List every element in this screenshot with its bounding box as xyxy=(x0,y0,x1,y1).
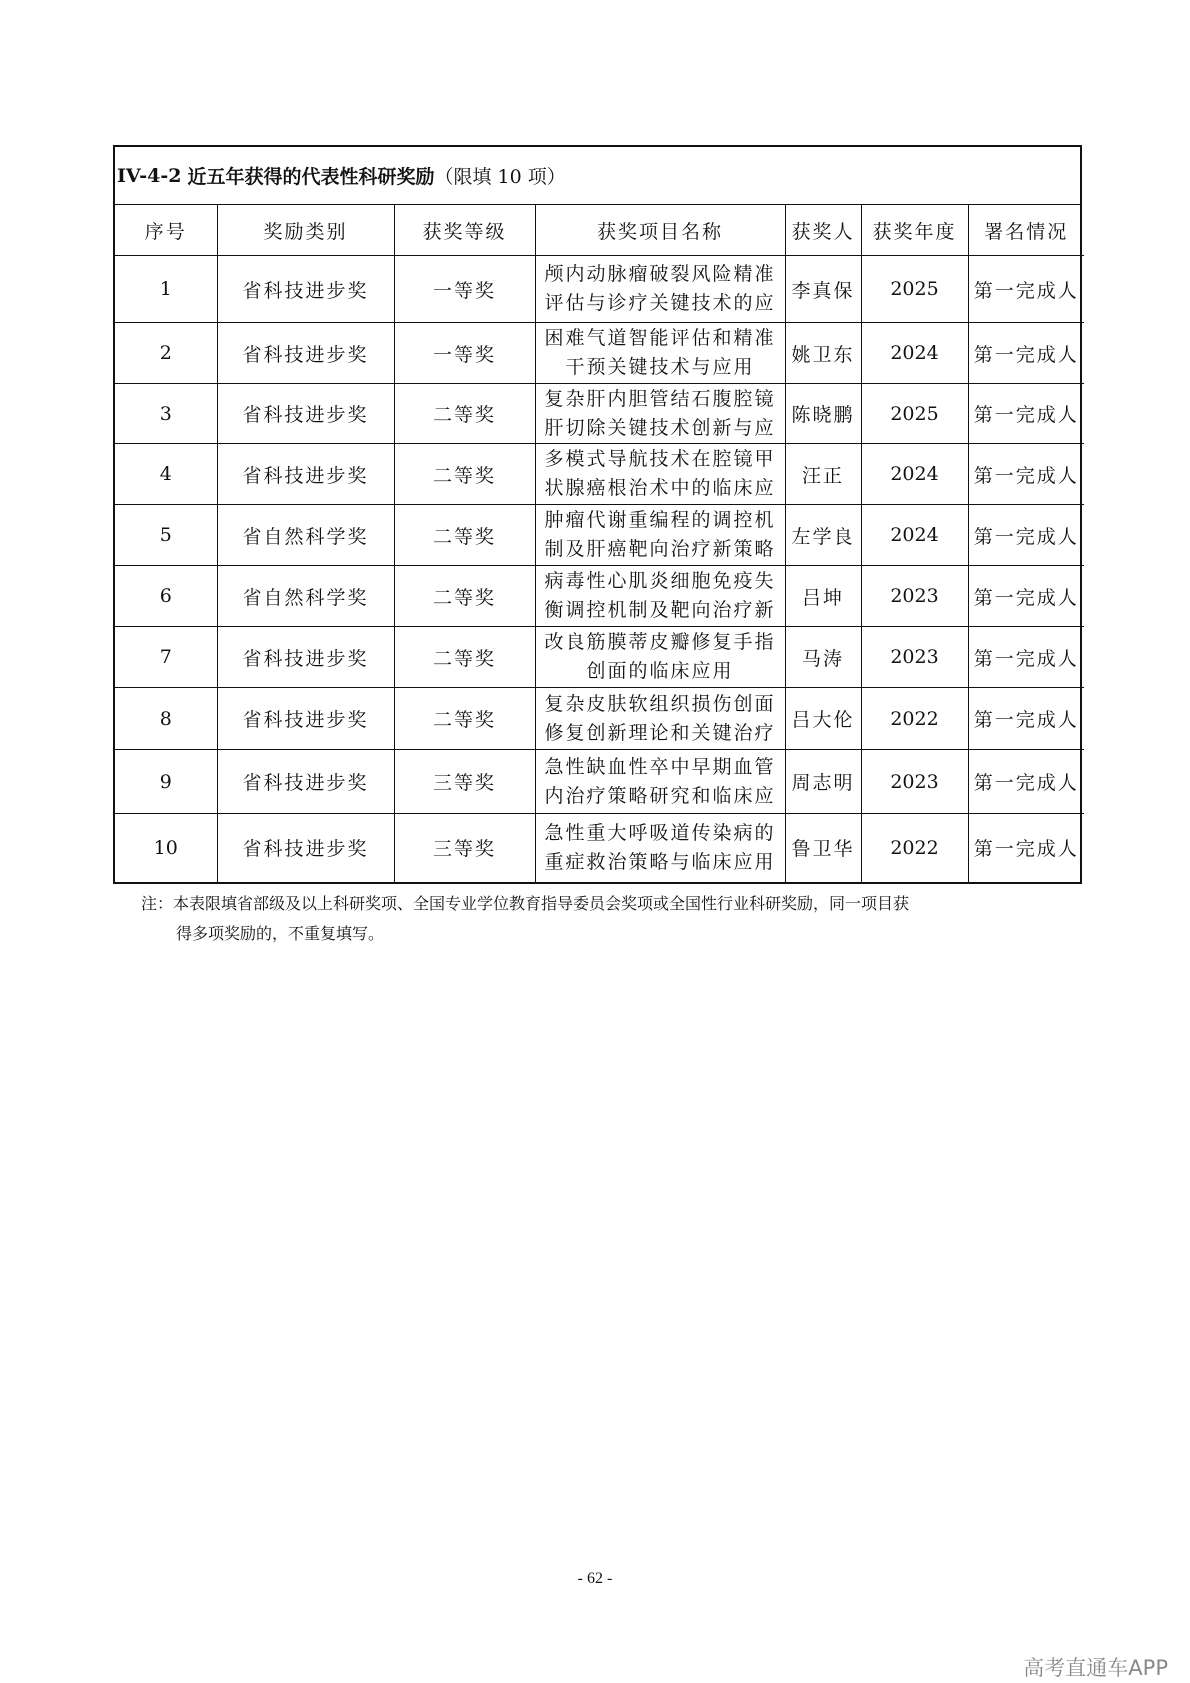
table-row xyxy=(115,505,1084,566)
cell-winner: 鲁卫华 xyxy=(785,814,861,882)
cell-level: 二等奖 xyxy=(394,688,535,750)
cell-no: 10 xyxy=(115,814,217,882)
header-winner: 获奖人 xyxy=(785,205,861,256)
cell-category: 省科技进步奖 xyxy=(217,627,394,688)
cell-project: 颅内动脉瘤破裂风险精准评估与诊疗关键技术的应 xyxy=(535,256,785,323)
cell-winner: 李真保 xyxy=(785,256,861,323)
header-no: 序号 xyxy=(115,205,217,256)
table-title xyxy=(115,147,1080,205)
cell-category: 省科技进步奖 xyxy=(217,750,394,814)
cell-level: 二等奖 xyxy=(394,384,535,444)
cell-year: 2024 xyxy=(861,444,968,505)
cell-category: 省科技进步奖 xyxy=(217,256,394,323)
cell-no: 8 xyxy=(115,688,217,750)
cell-project: 急性缺血性卒中早期血管内治疗策略研究和临床应 xyxy=(535,750,785,814)
cell-level: 二等奖 xyxy=(394,566,535,627)
cell-project: 病毒性心肌炎细胞免疫失衡调控机制及靶向治疗新 xyxy=(535,566,785,627)
table-title-main: 近五年获得的代表性科研奖励 xyxy=(187,166,435,188)
cell-signature: 第一完成人 xyxy=(968,688,1084,750)
cell-signature: 第一完成人 xyxy=(968,384,1084,444)
header-year: 获奖年度 xyxy=(861,205,968,256)
cell-signature: 第一完成人 xyxy=(968,814,1084,882)
cell-no: 4 xyxy=(115,444,217,505)
cell-signature: 第一完成人 xyxy=(968,444,1084,505)
table-row xyxy=(115,444,1084,505)
cell-level: 二等奖 xyxy=(394,505,535,566)
awards-table xyxy=(115,205,1084,882)
page-number: - 62 - xyxy=(577,1570,613,1587)
cell-signature: 第一完成人 xyxy=(968,750,1084,814)
cell-year: 2023 xyxy=(861,566,968,627)
cell-category: 省科技进步奖 xyxy=(217,814,394,882)
cell-no: 9 xyxy=(115,750,217,814)
cell-category: 省自然科学奖 xyxy=(217,566,394,627)
cell-project: 急性重大呼吸道传染病的重症救治策略与临床应用 xyxy=(535,814,785,882)
table-row xyxy=(115,627,1084,688)
cell-winner: 周志明 xyxy=(785,750,861,814)
table-row xyxy=(115,566,1084,627)
cell-level: 一等奖 xyxy=(394,256,535,323)
cell-project: 困难气道智能评估和精准干预关键技术与应用 xyxy=(535,323,785,384)
cell-project: 改良筋膜蒂皮瓣修复手指创面的临床应用 xyxy=(535,627,785,688)
awards-table-frame xyxy=(113,145,1082,884)
cell-no: 7 xyxy=(115,627,217,688)
footnote-line-1: 注：本表限填省部级及以上科研奖项、全国专业学位教育指导委员会奖项或全国性行业科研奖励，同一项目获 xyxy=(141,894,910,913)
table-title-code: IV-4-2 xyxy=(117,164,182,187)
cell-year: 2022 xyxy=(861,688,968,750)
table-row xyxy=(115,256,1084,323)
cell-winner: 姚卫东 xyxy=(785,323,861,384)
cell-winner: 汪正 xyxy=(785,444,861,505)
header-project: 获奖项目名称 xyxy=(535,205,785,256)
cell-level: 三等奖 xyxy=(394,814,535,882)
cell-winner: 吕坤 xyxy=(785,566,861,627)
cell-project: 多模式导航技术在腔镜甲状腺癌根治术中的临床应 xyxy=(535,444,785,505)
cell-signature: 第一完成人 xyxy=(968,505,1084,566)
header-signature: 署名情况 xyxy=(968,205,1084,256)
cell-level: 二等奖 xyxy=(394,444,535,505)
table-row xyxy=(115,323,1084,384)
cell-signature: 第一完成人 xyxy=(968,323,1084,384)
cell-signature: 第一完成人 xyxy=(968,256,1084,323)
cell-no: 2 xyxy=(115,323,217,384)
cell-winner: 左学良 xyxy=(785,505,861,566)
header-category: 奖励类别 xyxy=(217,205,394,256)
cell-winner: 陈晓鹏 xyxy=(785,384,861,444)
cell-project: 复杂皮肤软组织损伤创面修复创新理论和关键治疗 xyxy=(535,688,785,750)
table-row xyxy=(115,814,1084,882)
cell-year: 2023 xyxy=(861,627,968,688)
cell-project: 肿瘤代谢重编程的调控机制及肝癌靶向治疗新策略 xyxy=(535,505,785,566)
cell-year: 2025 xyxy=(861,256,968,323)
cell-signature: 第一完成人 xyxy=(968,566,1084,627)
cell-no: 5 xyxy=(115,505,217,566)
footnote-line-2: 得多项奖励的，不重复填写。 xyxy=(176,924,385,943)
cell-project: 复杂肝内胆管结石腹腔镜肝切除关键技术创新与应 xyxy=(535,384,785,444)
table-footnote xyxy=(141,889,1041,949)
header-level: 获奖等级 xyxy=(394,205,535,256)
cell-no: 6 xyxy=(115,566,217,627)
cell-winner: 吕大伦 xyxy=(785,688,861,750)
cell-year: 2025 xyxy=(861,384,968,444)
cell-signature: 第一完成人 xyxy=(968,627,1084,688)
cell-year: 2024 xyxy=(861,505,968,566)
table-row xyxy=(115,688,1084,750)
cell-level: 三等奖 xyxy=(394,750,535,814)
cell-no: 1 xyxy=(115,256,217,323)
cell-category: 省科技进步奖 xyxy=(217,323,394,384)
cell-no: 3 xyxy=(115,384,217,444)
cell-level: 二等奖 xyxy=(394,627,535,688)
cell-year: 2024 xyxy=(861,323,968,384)
table-title-note: （限填 10 项） xyxy=(434,166,566,188)
cell-year: 2023 xyxy=(861,750,968,814)
cell-category: 省自然科学奖 xyxy=(217,505,394,566)
table-row xyxy=(115,750,1084,814)
table-header-row xyxy=(115,205,1084,256)
cell-category: 省科技进步奖 xyxy=(217,384,394,444)
cell-winner: 马涛 xyxy=(785,627,861,688)
watermark-text: 高考直通车APP xyxy=(1023,1656,1168,1680)
cell-year: 2022 xyxy=(861,814,968,882)
cell-category: 省科技进步奖 xyxy=(217,688,394,750)
table-row xyxy=(115,384,1084,444)
cell-level: 一等奖 xyxy=(394,323,535,384)
cell-category: 省科技进步奖 xyxy=(217,444,394,505)
